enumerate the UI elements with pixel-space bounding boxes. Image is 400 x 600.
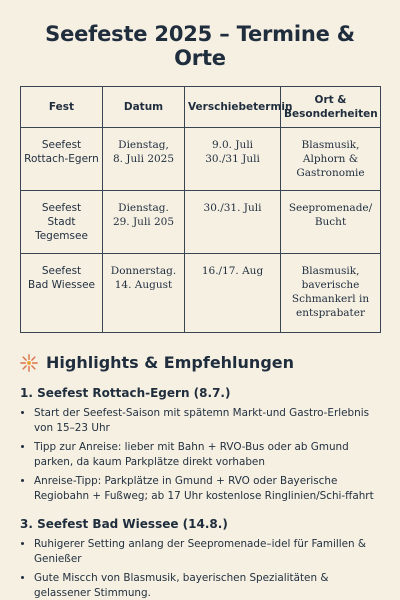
- highlight-section-title: 1. Seefest Rottach-Egern (8.7.): [20, 386, 231, 400]
- table-cell-fest: [21, 254, 103, 333]
- list-item: • Ruhigerer Setting anlang der Seepromenade–idel für Famillen & Genießer: [34, 537, 380, 566]
- list-item: • Start der Seefest-Saison mit spätemn Markt-und Gastro-Erlebnis von 15–23 Uhr: [34, 406, 380, 435]
- list-item: • Tipp zur Anreise: lieber mit Bahn + RVO-Bus oder ab Gmund parken, da kaum Parkplätze direkt vorhaben: [34, 440, 380, 469]
- table-cell-verschiebe: [185, 191, 281, 254]
- highlights-title: Highlights & Empfehlungen: [46, 353, 295, 372]
- cell-line: Seefest: [41, 202, 82, 214]
- list-item: • Gute Miscch von Blasmusik, bayerischen Spezialitäten & gelassener Stimmung.: [34, 571, 380, 600]
- highlight-bullet-list: [20, 537, 380, 600]
- highlight-bullet-list: [20, 406, 380, 503]
- header-verschiebetermin: Verschiebetermin: [185, 87, 281, 128]
- table-cell-datum: [103, 254, 185, 333]
- cell-line: 14. August: [114, 279, 173, 291]
- sparkle-icon: [20, 354, 38, 372]
- table-cell-verschiebe: [185, 254, 281, 333]
- cell-line: Seepromenade/: [288, 202, 373, 214]
- header-ort: Ort & Besonderheiten: [281, 87, 381, 128]
- cell-line: Blasmusik,: [301, 265, 360, 277]
- table-row: [21, 128, 381, 191]
- cell-line: Blasmusik,: [301, 139, 360, 151]
- table-cell-fest: [21, 191, 103, 254]
- list-item: • Anreise-Tipp: Parkplätze in Gmund + RVO oder Bayerische Regiobahn + Fußweg; ab 17 Uhr kostenlose Ringlinien/Schi-ffahrt: [34, 474, 380, 503]
- cell-line: baverische: [301, 279, 360, 291]
- table-row: [21, 191, 381, 254]
- header-fest: Fest: [21, 87, 103, 128]
- table-cell-ort: [281, 191, 381, 254]
- highlight-section-title: 3. Seefest Bad Wiessee (14.8.): [20, 517, 228, 531]
- cell-line: entsprabater: [295, 307, 366, 319]
- cell-line: Donnerstag.: [110, 265, 177, 277]
- highlights-heading: [20, 353, 380, 372]
- cell-line: Stadt Tegemsee: [35, 216, 88, 242]
- cell-line: Rottach-Egern: [24, 153, 99, 165]
- table-cell-datum: [103, 128, 185, 191]
- cell-line: Schmankerl in: [291, 293, 370, 305]
- cell-line: Bucht: [314, 216, 347, 228]
- cell-line: Dienstag.: [118, 202, 169, 214]
- cell-line: 16./17. Aug: [201, 265, 264, 277]
- table-row: [21, 254, 381, 333]
- cell-line: Bad Wiessee: [27, 279, 96, 291]
- cell-line: 8. Juli 2025: [112, 153, 175, 165]
- highlights-sections: [20, 386, 380, 600]
- cell-line: Alphorn &: [302, 153, 359, 165]
- table-header-row: [21, 87, 381, 128]
- cell-line: 30./31. Juli: [203, 202, 262, 214]
- cell-line: Dienstag,: [118, 139, 169, 151]
- cell-line: Gastronomie: [296, 167, 365, 179]
- table-cell-ort: [281, 254, 381, 333]
- cell-line: 9.0. Juli: [211, 139, 254, 151]
- header-datum: Datum: [103, 87, 185, 128]
- cell-line: 29. Juli 205: [112, 216, 175, 228]
- events-table: [20, 86, 381, 333]
- cell-line: Seefest: [41, 139, 82, 151]
- table-cell-ort: [281, 128, 381, 191]
- table-cell-datum: [103, 191, 185, 254]
- table-cell-verschiebe: [185, 128, 281, 191]
- cell-line: Seefest: [41, 265, 82, 277]
- table-cell-fest: [21, 128, 103, 191]
- cell-line: 30./31 Juli: [205, 153, 260, 165]
- page-title: Seefeste 2025 – Termine & Orte: [45, 22, 355, 70]
